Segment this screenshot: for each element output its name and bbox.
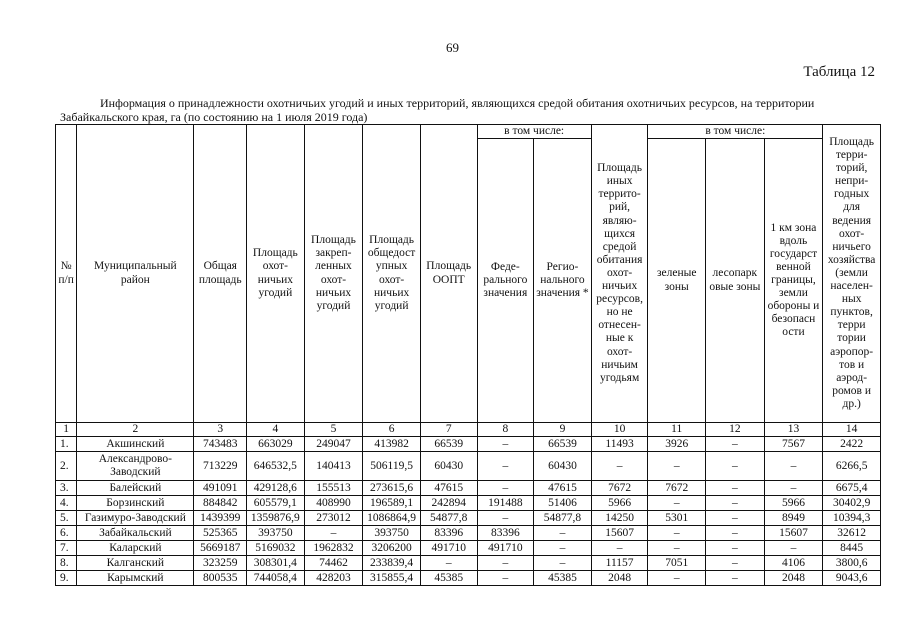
value-cell: –: [706, 511, 765, 526]
value-cell: 242894: [420, 496, 477, 511]
column-number: 9: [534, 423, 592, 437]
district-name-cell: Борзинский: [77, 496, 194, 511]
value-cell: –: [477, 571, 534, 586]
value-cell: 2048: [591, 571, 648, 586]
header-federal: Феде-рального значения: [477, 139, 534, 423]
value-cell: –: [706, 526, 765, 541]
value-cell: 3800,6: [823, 556, 881, 571]
table-row: [56, 541, 881, 556]
row-number-cell: 9.: [56, 571, 77, 586]
value-cell: 3926: [648, 437, 706, 452]
value-cell: 884842: [194, 496, 247, 511]
value-cell: –: [648, 541, 706, 556]
value-cell: 5669187: [194, 541, 247, 556]
value-cell: –: [706, 481, 765, 496]
value-cell: 66539: [420, 437, 477, 452]
value-cell: 491710: [477, 541, 534, 556]
row-number-cell: 1.: [56, 437, 77, 452]
value-cell: 743483: [194, 437, 247, 452]
value-cell: –: [764, 481, 823, 496]
column-number: 4: [247, 423, 305, 437]
district-name-cell: Карымский: [77, 571, 194, 586]
row-number-cell: 5.: [56, 511, 77, 526]
table-row: [56, 437, 881, 452]
row-number-cell: 8.: [56, 556, 77, 571]
header-regional: Регио-нального значения *: [534, 139, 592, 423]
district-name-cell: Забайкальский: [77, 526, 194, 541]
value-cell: 5966: [764, 496, 823, 511]
value-cell: 140413: [304, 452, 363, 481]
value-cell: 45385: [420, 571, 477, 586]
column-number: 14: [823, 423, 881, 437]
column-number: 12: [706, 423, 765, 437]
value-cell: 196589,1: [363, 496, 421, 511]
value-cell: 47615: [420, 481, 477, 496]
value-cell: 7672: [648, 481, 706, 496]
district-name-cell: Акшинский: [77, 437, 194, 452]
page-number: 69: [446, 40, 459, 55]
value-cell: 83396: [420, 526, 477, 541]
value-cell: 323259: [194, 556, 247, 571]
value-cell: –: [591, 452, 648, 481]
value-cell: –: [477, 511, 534, 526]
value-cell: 429128,6: [247, 481, 305, 496]
column-number: 8: [477, 423, 534, 437]
row-number-cell: 3.: [56, 481, 77, 496]
value-cell: 32612: [823, 526, 881, 541]
value-cell: –: [706, 556, 765, 571]
value-cell: 54877,8: [420, 511, 477, 526]
value-cell: –: [706, 541, 765, 556]
value-cell: 30402,9: [823, 496, 881, 511]
value-cell: 713229: [194, 452, 247, 481]
row-number-cell: 7.: [56, 541, 77, 556]
value-cell: –: [534, 541, 592, 556]
value-cell: 744058,4: [247, 571, 305, 586]
column-number: 13: [764, 423, 823, 437]
value-cell: –: [706, 571, 765, 586]
value-cell: –: [648, 571, 706, 586]
table-row: [56, 511, 881, 526]
value-cell: 428203: [304, 571, 363, 586]
column-number: 3: [194, 423, 247, 437]
value-cell: 14250: [591, 511, 648, 526]
value-cell: 2422: [823, 437, 881, 452]
value-cell: –: [706, 437, 765, 452]
value-cell: 11157: [591, 556, 648, 571]
header-idx: № п/п: [56, 125, 77, 423]
value-cell: 800535: [194, 571, 247, 586]
header-unsuitable: Площадь терри-торий, непри-годных для ведения охот-ничьего хозяйства (земли населен-ных пунктов, терри тории аэропор-тов и аэрод-ромов и др.): [823, 125, 881, 423]
value-cell: 74462: [304, 556, 363, 571]
value-cell: 1962832: [304, 541, 363, 556]
column-number: 2: [77, 423, 194, 437]
table-row: [56, 496, 881, 511]
value-cell: 315855,4: [363, 571, 421, 586]
table-row: [56, 481, 881, 496]
value-cell: 4106: [764, 556, 823, 571]
value-cell: 5169032: [247, 541, 305, 556]
row-number-cell: 4.: [56, 496, 77, 511]
value-cell: 233839,4: [363, 556, 421, 571]
header-other: Площадь иных террито-рий, являю-щихся средой обитания охот-ничьих ресурсов, но не отнесен-ные к охот-ничьим угодьям: [591, 125, 648, 423]
value-cell: 393750: [247, 526, 305, 541]
value-cell: 191488: [477, 496, 534, 511]
value-cell: –: [648, 496, 706, 511]
value-cell: 9043,6: [823, 571, 881, 586]
value-cell: 1086864,9: [363, 511, 421, 526]
value-cell: 273615,6: [363, 481, 421, 496]
header-assigned: Площадь закреп-ленных охот-ничьих угодий: [304, 125, 363, 423]
table-body: [56, 423, 881, 586]
column-number-row: [56, 423, 881, 437]
value-cell: –: [648, 452, 706, 481]
district-name-cell: Александрово-Заводский: [77, 452, 194, 481]
value-cell: –: [477, 481, 534, 496]
value-cell: –: [477, 556, 534, 571]
value-cell: 506119,5: [363, 452, 421, 481]
header-public: Площадь общедост упных охот-ничьих угодий: [363, 125, 421, 423]
value-cell: 7051: [648, 556, 706, 571]
value-cell: 15607: [591, 526, 648, 541]
district-name-cell: Калганский: [77, 556, 194, 571]
value-cell: 7567: [764, 437, 823, 452]
value-cell: 413982: [363, 437, 421, 452]
value-cell: 10394,3: [823, 511, 881, 526]
value-cell: 491091: [194, 481, 247, 496]
value-cell: –: [477, 452, 534, 481]
value-cell: 8949: [764, 511, 823, 526]
value-cell: 646532,5: [247, 452, 305, 481]
value-cell: 249047: [304, 437, 363, 452]
header-oopt: Площадь ООПТ: [420, 125, 477, 423]
district-name-cell: Балейский: [77, 481, 194, 496]
row-number-cell: 2.: [56, 452, 77, 481]
row-number-cell: 6.: [56, 526, 77, 541]
value-cell: –: [534, 526, 592, 541]
value-cell: 6675,4: [823, 481, 881, 496]
value-cell: –: [534, 556, 592, 571]
value-cell: 5301: [648, 511, 706, 526]
table-caption: Информация о принадлежности охотничьих угодий и иных территорий, являющихся средой обитания охотничьих ресурсов, на территории Забайкальского края, га (по состоянию на 1 июля 2019 года): [60, 96, 815, 124]
district-name-cell: Каларский: [77, 541, 194, 556]
header-green: зеленые зоны: [648, 139, 706, 423]
column-number: 1: [56, 423, 77, 437]
value-cell: –: [706, 496, 765, 511]
header-total: Общая площадь: [194, 125, 247, 423]
value-cell: 491710: [420, 541, 477, 556]
value-cell: 7672: [591, 481, 648, 496]
value-cell: –: [764, 452, 823, 481]
value-cell: 525365: [194, 526, 247, 541]
value-cell: 1439399: [194, 511, 247, 526]
value-cell: 8445: [823, 541, 881, 556]
table-row: [56, 571, 881, 586]
value-cell: 308301,4: [247, 556, 305, 571]
value-cell: 393750: [363, 526, 421, 541]
column-number: 5: [304, 423, 363, 437]
table-row: [56, 556, 881, 571]
value-cell: 2048: [764, 571, 823, 586]
value-cell: –: [648, 526, 706, 541]
value-cell: 60430: [534, 452, 592, 481]
value-cell: 5966: [591, 496, 648, 511]
value-cell: –: [706, 452, 765, 481]
table-label: Таблица 12: [803, 64, 875, 80]
value-cell: 66539: [534, 437, 592, 452]
value-cell: –: [477, 437, 534, 452]
value-cell: 11493: [591, 437, 648, 452]
header-group-oopt: в том числе:: [477, 125, 591, 139]
value-cell: –: [591, 541, 648, 556]
column-number: 6: [363, 423, 421, 437]
value-cell: 3206200: [363, 541, 421, 556]
value-cell: 15607: [764, 526, 823, 541]
header-hunting: Площадь охот-ничьих угодий: [247, 125, 305, 423]
value-cell: 605579,1: [247, 496, 305, 511]
header-district: Муниципальный район: [77, 125, 194, 423]
data-table: [55, 124, 881, 586]
value-cell: 155513: [304, 481, 363, 496]
header-border: 1 км зона вдоль государст венной границы, земли обороны и безопасн ости: [764, 139, 823, 423]
district-name-cell: Газимуро-Заводский: [77, 511, 194, 526]
value-cell: 83396: [477, 526, 534, 541]
value-cell: 60430: [420, 452, 477, 481]
value-cell: –: [420, 556, 477, 571]
header-forest-park: лесопарк овые зоны: [706, 139, 765, 423]
value-cell: 47615: [534, 481, 592, 496]
value-cell: 273012: [304, 511, 363, 526]
column-number: 10: [591, 423, 648, 437]
table-row: [56, 452, 881, 481]
value-cell: 408990: [304, 496, 363, 511]
value-cell: 45385: [534, 571, 592, 586]
value-cell: –: [304, 526, 363, 541]
header-group-other: в том числе:: [648, 125, 823, 139]
column-number: 7: [420, 423, 477, 437]
table-row: [56, 526, 881, 541]
value-cell: 54877,8: [534, 511, 592, 526]
value-cell: 1359876,9: [247, 511, 305, 526]
column-number: 11: [648, 423, 706, 437]
value-cell: 663029: [247, 437, 305, 452]
value-cell: 6266,5: [823, 452, 881, 481]
value-cell: 51406: [534, 496, 592, 511]
value-cell: –: [764, 541, 823, 556]
